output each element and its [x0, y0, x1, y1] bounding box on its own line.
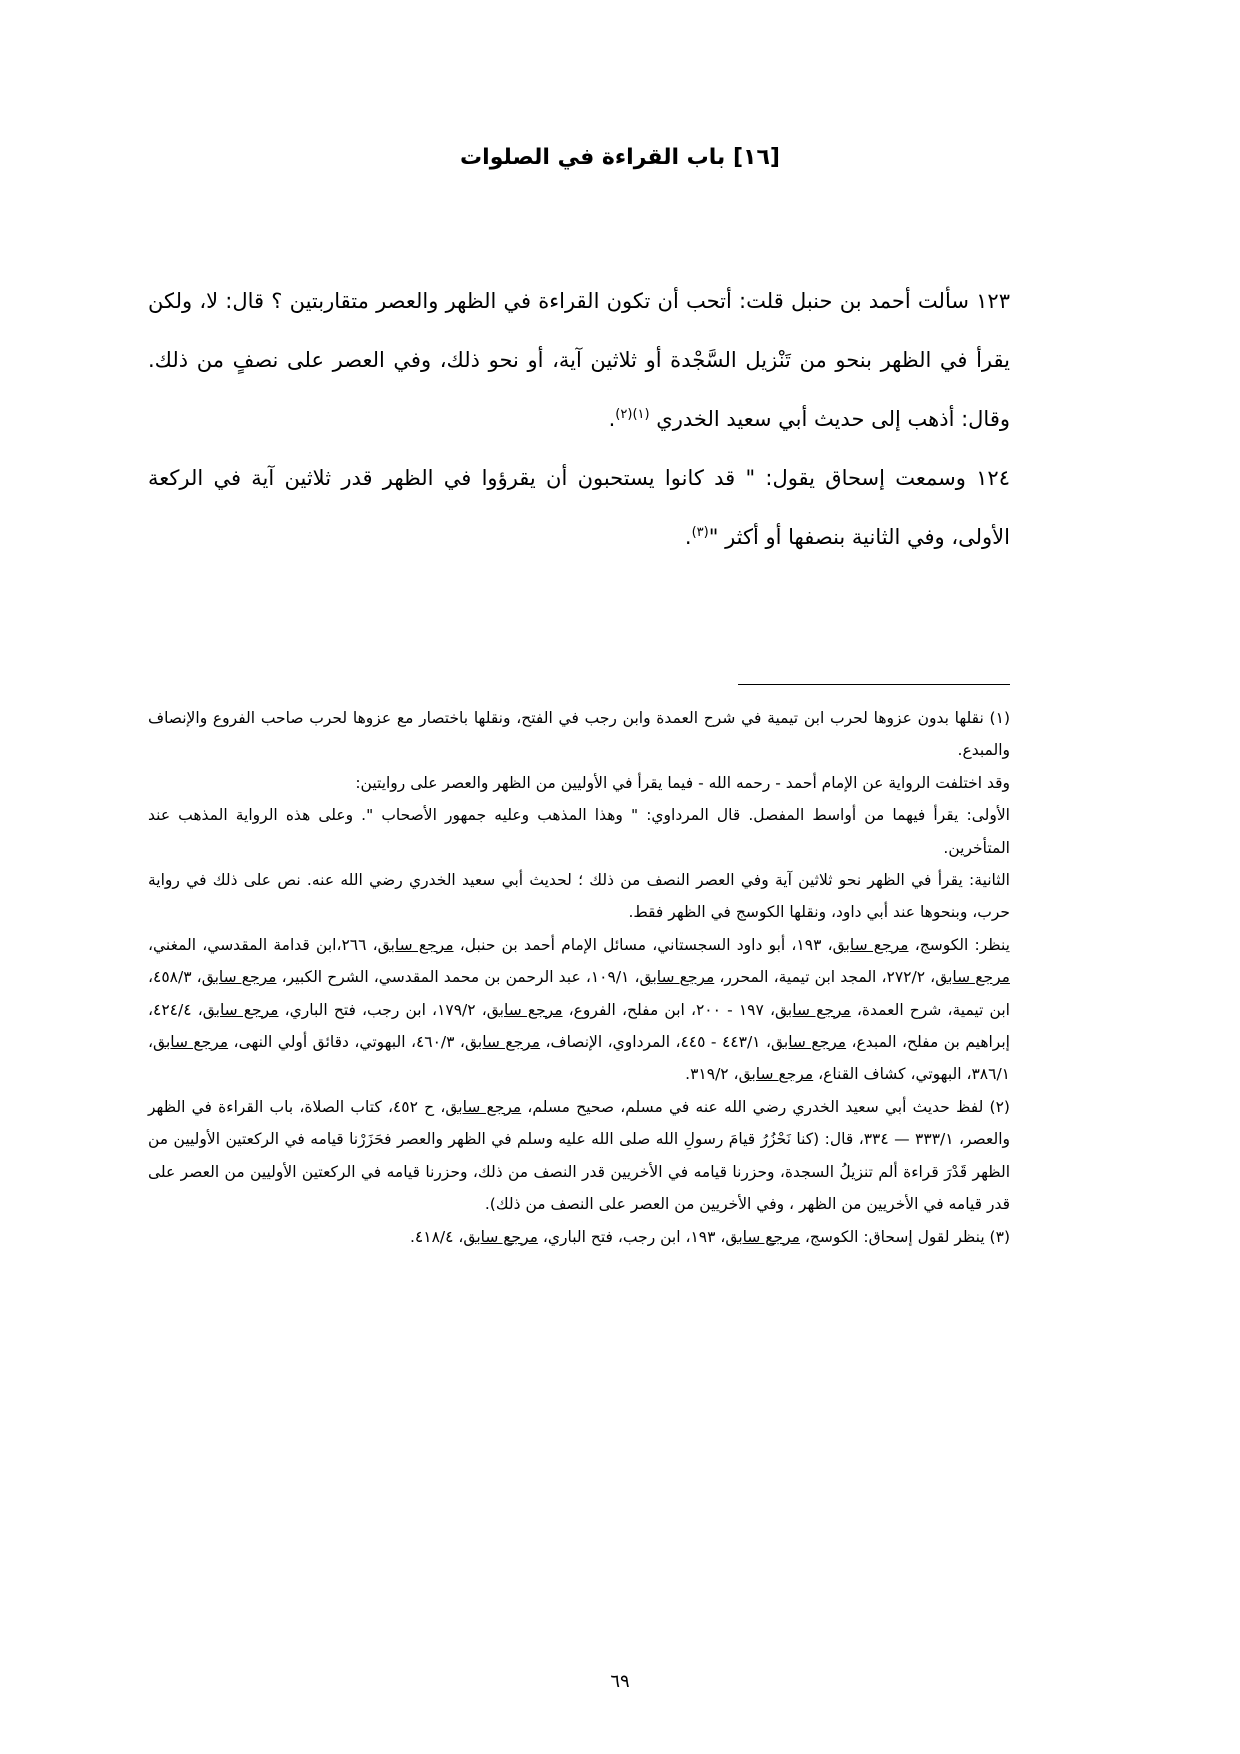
footnote-separator — [738, 684, 1010, 685]
main-text — [148, 272, 1010, 567]
reference-link[interactable]: مرجع سابق — [935, 968, 1010, 987]
footnote-1: (١) نقلها بدون عزوها لحرب ابن تيمية في شرح العمدة وابن رجب في الفتح، ونقلها باختصار مع عزوها لحرب صاحب الفروع والإنصاف والمبدع. — [148, 709, 1010, 760]
footnote-1-references: ينظر: الكوسج، مرجع سابق، ١٩٣، أبو داود السجستاني، مسائل الإمام أحمد بن حنبل، مرجع سابق، ٢٦٦،ابن قدامة المقدسي، المغني، مرجع سابق، ٢٧٢/٢، المجد ابن تيمية، المحرر، مرجع سابق، ١٠٩/١، عبد الرحمن بن محمد المقدسي، الشرح الكبير، مرجع سابق، ٤٥٨/٣، ابن تيمية، شرح العمدة، مرجع سابق، ١٩٧ - ٢٠٠، ابن مفلح، الفروع، مرجع سابق، ١٧٩/٢، ابن رجب، فتح الباري، مرجع سابق، ٤٢٤/٤، إبراهيم بن مفلح، المبدع، مرجع سابق، ٤٤٣/١ - ٤٤٥، المرداوي، الإنصاف، مرجع سابق، ٤٦٠/٣، البهوتي، دقائق أولي النهى، مرجع سابق، ٣٨٦/١، البهوتي، كشاف القناع، مرجع سابق، ٣١٩/٢. — [148, 935, 1010, 1084]
chapter-title: [١٦] باب القراءة في الصلوات — [460, 145, 780, 170]
footnote-1-first-narration: الأولى: يقرأ فيهما من أواسط المفصل. قال المرداوي: " وهذا المذهب وعليه جمهور الأصحاب ". وعلى هذه الرواية المذهب عند المتأخرين. — [148, 806, 1010, 857]
paragraph-123-end: . — [608, 407, 616, 431]
reference-link[interactable]: مرجع سابق — [725, 1227, 800, 1246]
page-number: ٦٩ — [610, 1671, 630, 1692]
reference-link[interactable]: مرجع سابق — [464, 1033, 541, 1052]
paragraph-124-text: ١٢٤ وسمعت إسحاق يقول: " قد كانوا يستحبون أن يقرؤوا في الظهر قدر ثلاثين آية في الركعة الأولى، وفي الثانية بنصفها أو أكثر " — [148, 466, 1010, 549]
footnote-ref-1-2[interactable]: (١)(٢) — [615, 407, 650, 422]
footnote-2: (٢) لفظ حديث أبي سعيد الخدري رضي الله عنه في مسلم، صحيح مسلم، مرجع سابق، ح ٤٥٢، كتاب الصلاة، باب القراءة في الظهر والعصر، ٣٣٣/١ — ٣٣٤، قال: (كنا نَحْزُرُ قيامَ رسولِ الله صلى الله عليه وسلم في الظهر والعصر فحَزَرْنا قيامه في الركعتين الأوليين من الظهر قَدْرَ قراءة ألم تنزيلُ السجدة، وحزرنا قيامه في الأخريين قدر النصف من ذلك، وحزرنا قيامه في الركعتين الأوليين من العصر على قدر قيامه في الأخريين من الظهر ، وفي الأخريين من العصر على النصف من ذلك). — [148, 1097, 1010, 1214]
reference-link[interactable]: مرجع سابق — [445, 1097, 522, 1116]
footnote-1-second-narration: الثانية: يقرأ في الظهر نحو ثلاثين آية وفي العصر النصف من ذلك ؛ لحديث أبي سعيد الخدري رضي الله عنه. نص على ذلك في رواية حرب، وبنحوها عند أبي داود، ونقلها الكوسج في الظهر فقط. — [148, 871, 1010, 922]
paragraph-124-end: . — [684, 525, 692, 549]
reference-link[interactable]: مرجع سابق — [201, 968, 277, 987]
paragraph-123-text: ١٢٣ سألت أحمد بن حنبل قلت: أتحب أن تكون القراءة في الظهر والعصر متقاربتين ؟ قال: لا، ولكن يقرأ في الظهر بنحو من تَنْزيل السَّجْدة أو ثلاثين آية، أو نحو ذلك، وفي العصر على نصفٍ من ذلك. وقال: أذهب إلى حديث أبي سعيد الخدري — [148, 289, 1010, 431]
footnotes — [148, 702, 1010, 1253]
reference-link[interactable]: مرجع سابق — [377, 935, 454, 954]
footnote-3: (٣) ينظر لقول إسحاق: الكوسج، مرجع سابق، ١٩٣، ابن رجب، فتح الباري، مرجع سابق، ٤١٨/٤. — [409, 1227, 1010, 1246]
reference-link[interactable]: مرجع سابق — [639, 968, 715, 987]
reference-link[interactable]: مرجع سابق — [738, 1065, 814, 1084]
footnote-ref-3[interactable]: (٣) — [691, 525, 709, 540]
reference-link[interactable]: مرجع سابق — [463, 1227, 538, 1246]
paragraph-123 — [148, 272, 1010, 449]
reference-link[interactable]: مرجع سابق — [770, 1033, 847, 1052]
reference-link[interactable]: مرجع سابق — [153, 1033, 229, 1052]
reference-link[interactable]: مرجع سابق — [202, 1000, 279, 1019]
paragraph-124 — [148, 449, 1010, 567]
reference-link[interactable]: مرجع سابق — [832, 935, 909, 954]
reference-link[interactable]: مرجع سابق — [774, 1000, 851, 1019]
footnote-1-narrations: وقد اختلفت الرواية عن الإمام أحمد - رحمه الله - فيما يقرأ في الأوليين من الظهر والعصر على روايتين: — [355, 773, 1010, 792]
reference-link[interactable]: مرجع سابق — [486, 1000, 563, 1019]
